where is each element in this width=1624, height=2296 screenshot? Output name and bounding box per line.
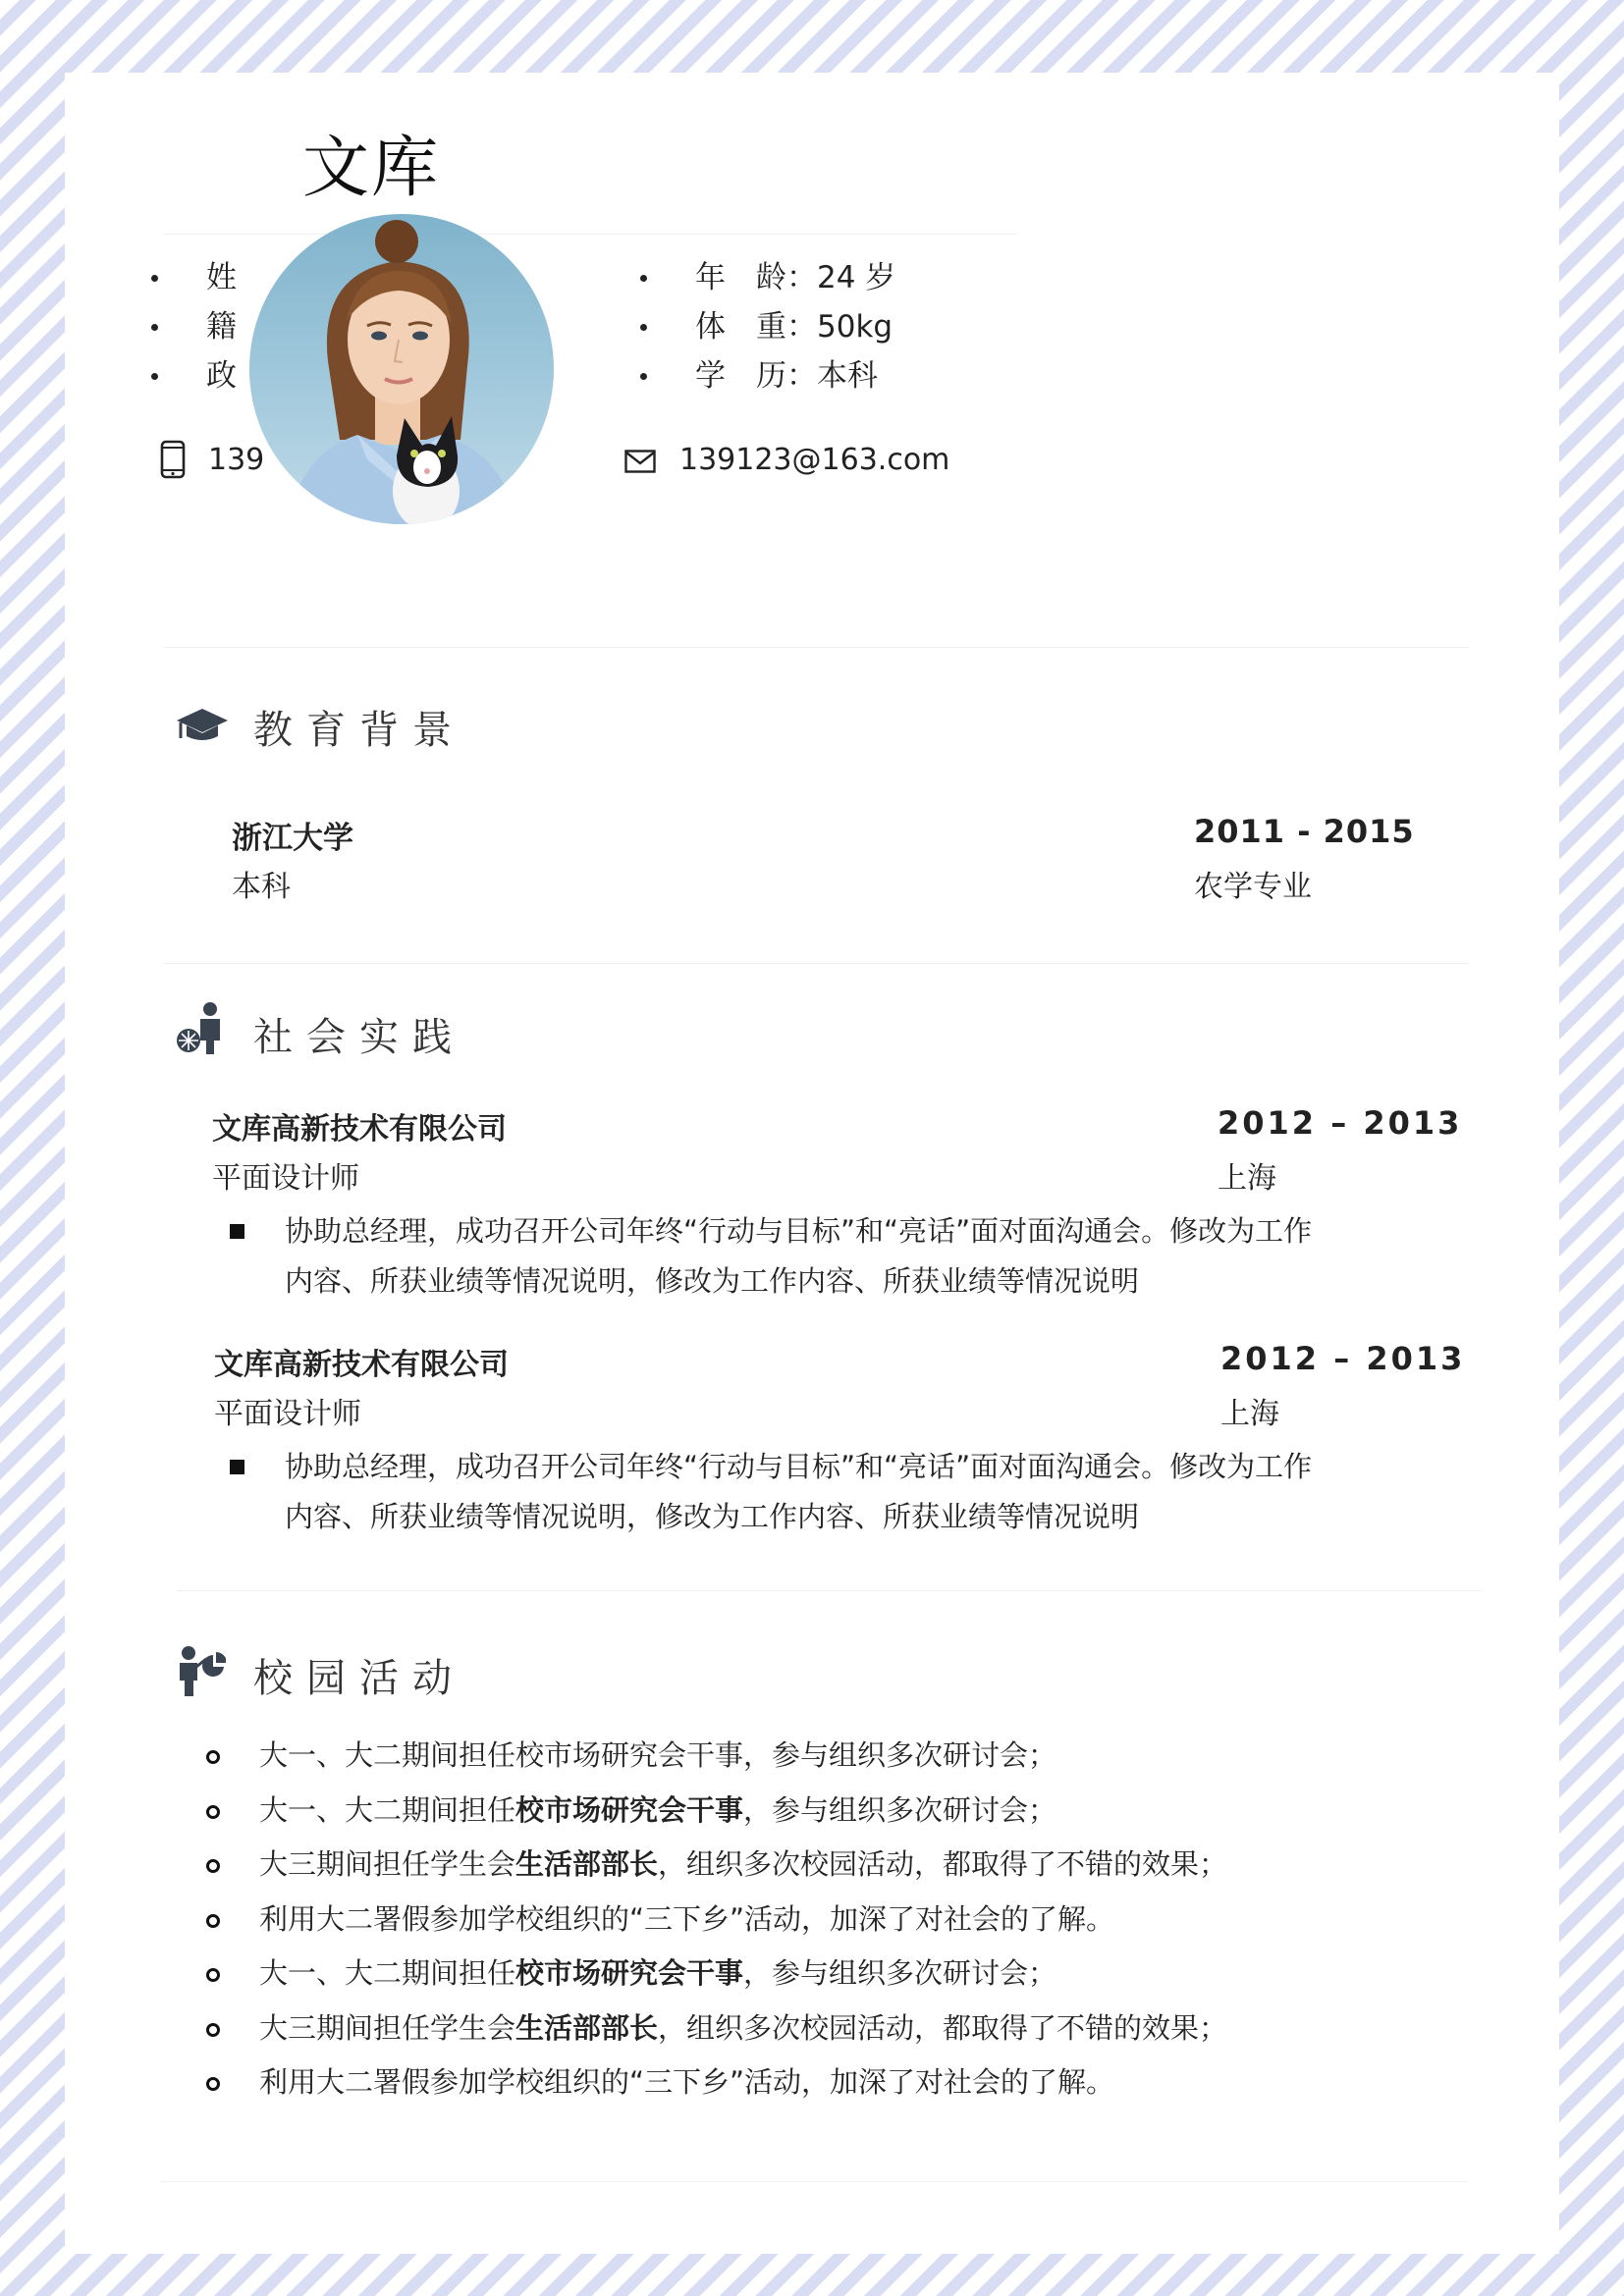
job-years: 2012 – 2013 [1218, 1104, 1463, 1142]
company-name: 文库高新技术有限公司 [214, 1348, 509, 1382]
info-list-left [206, 253, 237, 400]
bullet-square [230, 1224, 244, 1239]
school-name: 浙江大学 [232, 821, 353, 856]
divider [163, 234, 1017, 235]
job-description: 协助总经理，成功召开公司年终“行动与目标”和“亮话”面对面沟通会。修改为工作 内容、所获业绩等情况说明，修改为工作内容、所获业绩等情况说明 [285, 1214, 1313, 1298]
bullet-square [230, 1460, 244, 1474]
phone-number: 139 [208, 443, 265, 477]
job-location: 上海 [1218, 1161, 1276, 1196]
info-item: 姓 [206, 253, 237, 302]
info-list-right [695, 253, 895, 400]
section-title-education: 教育背景 [253, 708, 465, 753]
job-role: 平面设计师 [212, 1161, 359, 1196]
info-item: 籍 [206, 302, 237, 351]
section-title-practice: 社会实践 [253, 1015, 465, 1060]
list-item: 大一、大二期间担任校市场研究会干事，参与组织多次研讨会； [259, 1729, 1227, 1784]
list-item: 大一、大二期间担任校市场研究会干事，参与组织多次研讨会； [259, 1784, 1227, 1839]
divider [163, 647, 1469, 648]
divider [163, 963, 1469, 964]
education-years: 2011 - 2015 [1194, 813, 1415, 850]
divider [161, 2181, 1467, 2182]
job-years: 2012 – 2013 [1220, 1340, 1466, 1377]
degree: 本科 [232, 870, 291, 904]
mail-icon [624, 450, 656, 473]
list-item: 利用大二署假参加学校组织的“三下乡”活动，加深了对社会的了解。 [259, 1893, 1227, 1948]
list-item: 大三期间担任学生会生活部部长，组织多次校园活动，都取得了不错的效果； [259, 2002, 1227, 2056]
activity-list [259, 1729, 1227, 2110]
profile-photo [249, 214, 554, 524]
email-address: 139123@163.com [679, 443, 950, 477]
info-item-weight: 体 重：50kg [695, 302, 895, 351]
company-name: 文库高新技术有限公司 [212, 1112, 507, 1147]
info-item: 政 [206, 351, 237, 400]
resume-name: 文库 [302, 130, 441, 207]
major: 农学专业 [1194, 870, 1312, 904]
job-location: 上海 [1220, 1397, 1279, 1431]
list-item: 大一、大二期间担任校市场研究会干事，参与组织多次研讨会； [259, 1947, 1227, 2002]
worker-icon [175, 1001, 226, 1052]
job-description: 协助总经理，成功召开公司年终“行动与目标”和“亮话”面对面沟通会。修改为工作 内容、所获业绩等情况说明，修改为工作内容、所获业绩等情况说明 [285, 1450, 1313, 1533]
divider [177, 1590, 1483, 1591]
job-role: 平面设计师 [214, 1397, 361, 1431]
list-item: 利用大二署假参加学校组织的“三下乡”活动，加深了对社会的了解。 [259, 2056, 1227, 2110]
phone-icon [159, 440, 187, 479]
graduation-cap-icon [175, 699, 226, 750]
list-item: 大三期间担任学生会生活部部长，组织多次校园活动，都取得了不错的效果； [259, 1838, 1227, 1893]
presenter-icon [177, 1645, 228, 1696]
info-item-education: 学 历：本科 [695, 351, 895, 400]
section-title-campus: 校园活动 [253, 1656, 465, 1701]
info-item-age: 年 龄：24 岁 [695, 253, 895, 302]
